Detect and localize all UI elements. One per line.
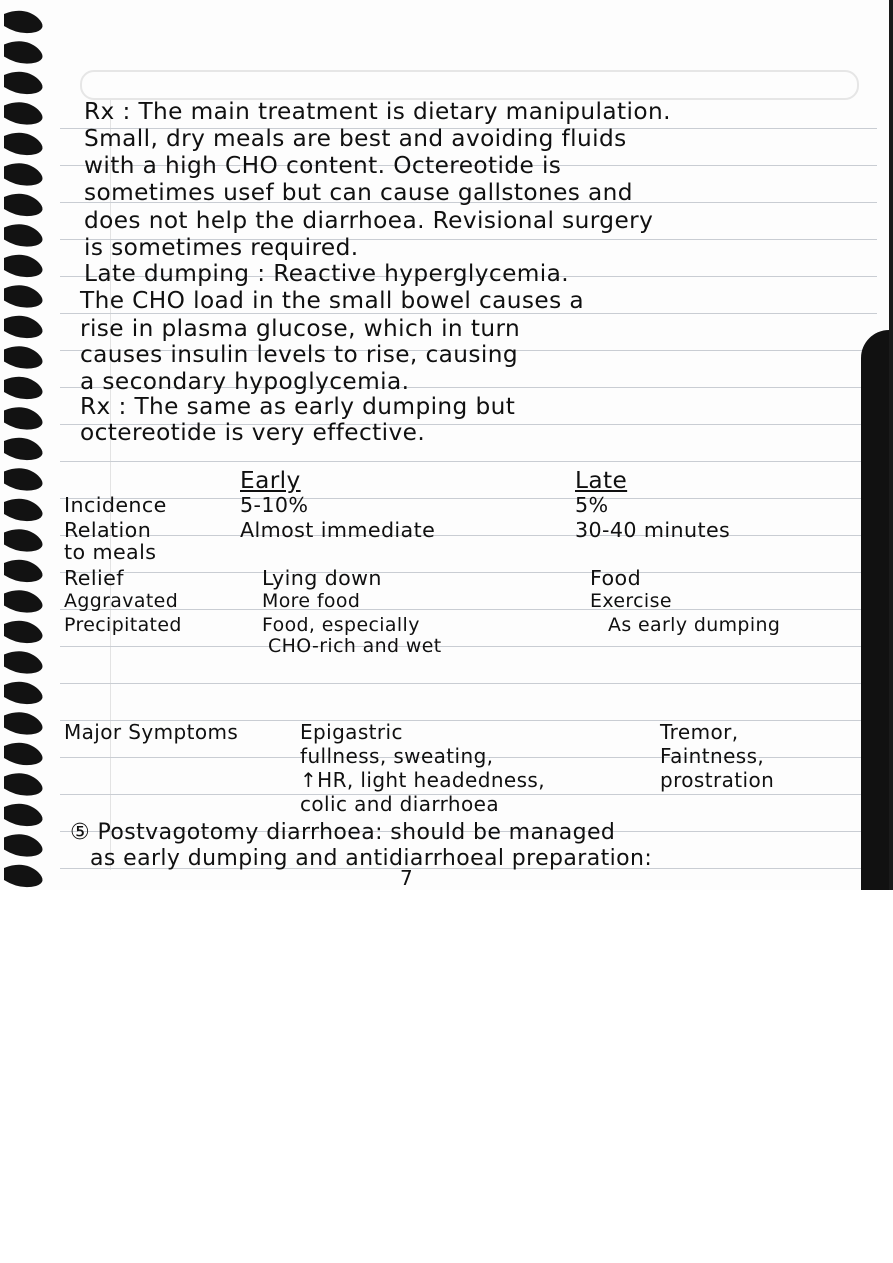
major-symptom-early: colic and diarrhoea [300, 792, 500, 816]
spiral-ring [4, 133, 43, 155]
ruled-line [60, 646, 877, 647]
spiral-ring [4, 499, 43, 521]
row-label: Incidence [64, 492, 167, 517]
spiral-ring [4, 773, 43, 795]
spiral-ring [4, 712, 43, 734]
text-line: octereotide is very effective. [80, 419, 426, 447]
row-early: Food, especially [262, 613, 420, 636]
spiral-ring [4, 743, 43, 765]
row-early: Almost immediate [240, 518, 436, 543]
major-symptom-early: fullness, sweating, [300, 744, 494, 768]
spiral-ring [4, 194, 43, 216]
spiral-ring [4, 163, 43, 185]
spiral-ring [4, 407, 43, 429]
row-late: Exercise [590, 590, 672, 613]
row-early: Lying down [262, 566, 382, 590]
spiral-ring [4, 468, 43, 490]
major-symptom-early: ↑HR, light headedness, [300, 768, 546, 792]
spiral-ring [4, 316, 43, 338]
row-label: to meals [64, 540, 157, 565]
row-late: As early dumping [608, 613, 781, 636]
row-label: Relief [64, 566, 124, 590]
major-symptoms-label: Major Symptoms [64, 720, 239, 744]
page-number: 7 [400, 866, 413, 890]
column-header-late: Late [575, 466, 628, 494]
spiral-ring [4, 72, 43, 94]
spiral-ring [4, 651, 43, 673]
ruled-line [60, 572, 877, 573]
text-line: Late dumping : Reactive hyperglycemia. [84, 260, 570, 287]
spiral-ring [4, 224, 43, 246]
text-line: with a high CHO content. Octereotide is [84, 152, 562, 179]
spiral-ring [4, 255, 43, 277]
footer-line: as early dumping and antidiarrhoeal preparation: [90, 846, 653, 871]
text-line: sometimes usef but can cause gallstones and [84, 179, 633, 207]
row-early: More food [262, 590, 361, 613]
spiral-ring [4, 285, 43, 307]
spiral-ring [4, 102, 43, 124]
ruled-line [60, 683, 877, 684]
spiral-ring [4, 865, 43, 887]
ruled-line [60, 535, 877, 536]
spiral-ring [4, 560, 43, 582]
row-late: 5% [575, 492, 609, 517]
row-label: Aggravated [64, 590, 179, 613]
spiral-ring [4, 11, 43, 33]
text-line: Rx : The same as early dumping but [80, 393, 516, 421]
text-line: a secondary hypoglycemia. [80, 368, 410, 395]
page-header-band [80, 70, 859, 100]
row-early: 5-10% [240, 492, 309, 517]
major-symptom-late: prostration [660, 768, 775, 792]
text-line: Rx : The main treatment is dietary manipulation. [84, 98, 671, 125]
page-tab [861, 330, 889, 890]
ruled-line [60, 498, 877, 499]
spiral-ring [4, 377, 43, 399]
footer-line: ⑤ Postvagotomy diarrhoea: should be managed [70, 820, 616, 845]
major-symptom-late: Faintness, [660, 744, 765, 768]
spiral-ring [4, 41, 43, 63]
text-line: does not help the diarrhoea. Revisional surgery [84, 206, 654, 234]
spiral-ring [4, 529, 43, 551]
row-label: Precipitated [64, 613, 182, 636]
text-line: is sometimes required. [84, 234, 359, 262]
row-late: 30-40 minutes [575, 518, 731, 543]
text-line: The CHO load in the small bowel causes a [80, 287, 585, 315]
row-late: Food [590, 566, 642, 590]
spiral-ring [4, 682, 43, 704]
major-symptom-late: Tremor, [660, 720, 739, 744]
row-early: CHO-rich and wet [268, 635, 442, 658]
major-symptom-early: Epigastric [300, 720, 403, 744]
spiral-ring [4, 346, 43, 368]
ruled-line [60, 461, 877, 462]
ruled-line [60, 609, 877, 610]
spiral-ring [4, 804, 43, 826]
spiral-ring [4, 834, 43, 856]
text-line: rise in plasma glucose, which in turn [80, 314, 521, 342]
spiral-ring [4, 590, 43, 612]
spiral-ring [4, 621, 43, 643]
row-label: Relation [64, 518, 152, 543]
spiral-ring [4, 438, 43, 460]
text-line: Small, dry meals are best and avoiding fluids [84, 125, 627, 153]
text-line: causes insulin levels to rise, causing [80, 341, 518, 369]
column-header-early: Early [240, 466, 301, 494]
spiral-binding [0, 0, 62, 890]
